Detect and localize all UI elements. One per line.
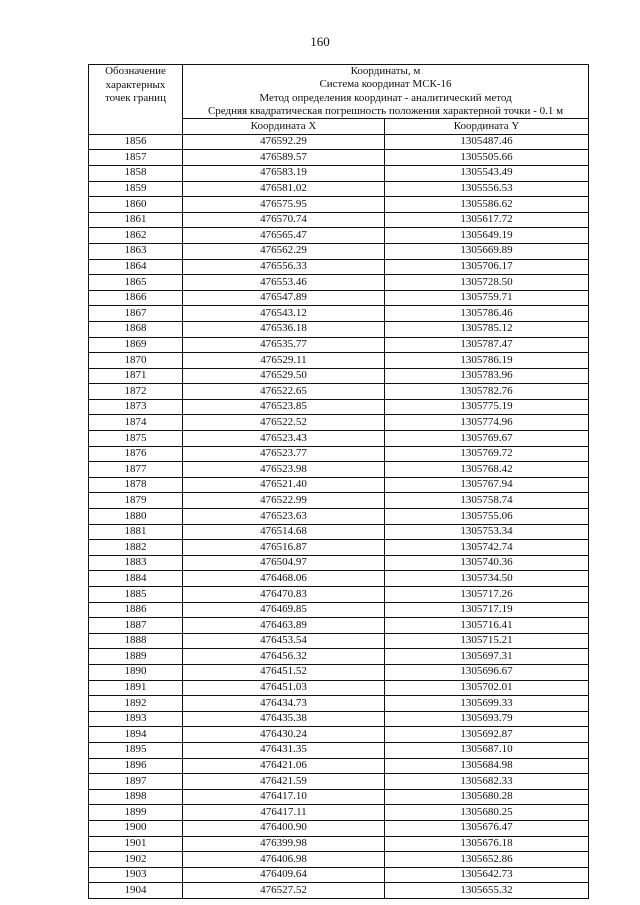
coordinate-y-cell: 1305680.28 (385, 789, 589, 805)
coordinate-x-cell: 476535.77 (183, 337, 385, 353)
coordinate-x-cell: 476430.24 (183, 727, 385, 743)
coordinate-y-cell: 1305753.34 (385, 524, 589, 540)
coordinate-x-cell: 476523.85 (183, 399, 385, 415)
coordinate-x-cell: 476406.98 (183, 852, 385, 868)
point-id-cell: 1873 (89, 399, 183, 415)
coordinate-y-cell: 1305769.72 (385, 446, 589, 462)
point-label-header (89, 65, 183, 135)
coordinate-y-cell: 1305767.94 (385, 477, 589, 493)
coordinate-y-cell: 1305782.76 (385, 384, 589, 400)
coordinate-x-cell: 476417.10 (183, 789, 385, 805)
coordinate-x-cell: 476470.83 (183, 587, 385, 603)
point-id-cell: 1868 (89, 321, 183, 337)
point-id-cell: 1866 (89, 290, 183, 306)
coordinate-y-cell: 1305742.74 (385, 540, 589, 556)
point-label-line: характерных (105, 78, 166, 91)
point-id-cell: 1883 (89, 555, 183, 571)
point-id-cell: 1872 (89, 384, 183, 400)
coordinate-y-cell: 1305755.06 (385, 509, 589, 525)
coordinate-y-cell: 1305682.33 (385, 774, 589, 790)
coordinate-y-cell: 1305676.18 (385, 836, 589, 852)
coordinate-y-cell: 1305786.46 (385, 306, 589, 322)
table-row (89, 696, 589, 712)
table-row (89, 758, 589, 774)
table-row (89, 181, 589, 197)
coordinate-x-cell: 476421.06 (183, 758, 385, 774)
coordinate-y-cell: 1305543.49 (385, 165, 589, 181)
table-row (89, 602, 589, 618)
point-label-line: точек границ (105, 92, 166, 105)
table-row (89, 633, 589, 649)
coordinate-y-cell: 1305680.25 (385, 805, 589, 821)
table-row (89, 384, 589, 400)
coordinate-x-cell: 476556.33 (183, 259, 385, 275)
coordinate-x-cell: 476399.98 (183, 836, 385, 852)
coordinate-x-cell: 476451.52 (183, 664, 385, 680)
point-id-cell: 1878 (89, 477, 183, 493)
table-row (89, 243, 589, 259)
coordinate-y-cell: 1305696.67 (385, 664, 589, 680)
coordinate-x-cell: 476521.40 (183, 477, 385, 493)
point-id-cell: 1888 (89, 633, 183, 649)
table-body (89, 134, 589, 898)
point-id-cell: 1899 (89, 805, 183, 821)
point-id-cell: 1885 (89, 587, 183, 603)
point-id-cell: 1875 (89, 431, 183, 447)
point-id-cell: 1879 (89, 493, 183, 509)
point-id-cell: 1867 (89, 306, 183, 322)
table-row (89, 524, 589, 540)
table-row (89, 789, 589, 805)
point-id-cell: 1880 (89, 509, 183, 525)
coordinate-x-cell: 476434.73 (183, 696, 385, 712)
coordinates-group-header (183, 65, 589, 119)
coordinate-x-cell: 476514.68 (183, 524, 385, 540)
point-id-cell: 1870 (89, 353, 183, 369)
coordinate-x-cell: 476581.02 (183, 181, 385, 197)
coordinate-y-cell: 1305693.79 (385, 711, 589, 727)
coordinate-y-cell: 1305728.50 (385, 275, 589, 291)
group-header-line: Средняя квадратическая погрешность положения характерной точки - 0.1 м (207, 104, 564, 117)
table-row (89, 664, 589, 680)
coordinate-y-cell: 1305687.10 (385, 742, 589, 758)
coordinate-y-cell: 1305775.19 (385, 399, 589, 415)
coordinate-y-cell: 1305706.17 (385, 259, 589, 275)
table-row (89, 399, 589, 415)
coordinate-y-cell: 1305758.74 (385, 493, 589, 509)
point-id-cell: 1881 (89, 524, 183, 540)
table-row (89, 150, 589, 166)
coordinate-x-cell: 476523.63 (183, 509, 385, 525)
point-id-cell: 1886 (89, 602, 183, 618)
coordinate-y-cell: 1305699.33 (385, 696, 589, 712)
coordinate-x-cell: 476400.90 (183, 820, 385, 836)
point-id-cell: 1861 (89, 212, 183, 228)
table-row (89, 462, 589, 478)
coordinate-y-cell: 1305786.19 (385, 353, 589, 369)
group-header-line: Метод определения координат - аналитический метод (259, 91, 512, 104)
table-row (89, 727, 589, 743)
table-row (89, 446, 589, 462)
coordinate-x-cell: 476469.85 (183, 602, 385, 618)
coordinate-y-cell: 1305676.47 (385, 820, 589, 836)
table-row (89, 493, 589, 509)
table-row (89, 275, 589, 291)
coordinate-x-cell: 476409.64 (183, 867, 385, 883)
coordinate-x-cell: 476583.19 (183, 165, 385, 181)
table-row (89, 805, 589, 821)
table-row (89, 134, 589, 150)
coordinate-x-cell: 476522.65 (183, 384, 385, 400)
point-id-cell: 1892 (89, 696, 183, 712)
page-number: 160 (310, 34, 330, 49)
coordinates-table (88, 64, 589, 899)
coordinate-y-cell: 1305505.66 (385, 150, 589, 166)
point-id-cell: 1902 (89, 852, 183, 868)
table-row (89, 711, 589, 727)
point-id-cell: 1863 (89, 243, 183, 259)
coordinate-y-cell: 1305717.26 (385, 587, 589, 603)
point-id-cell: 1896 (89, 758, 183, 774)
table-row (89, 867, 589, 883)
coordinate-y-cell: 1305655.32 (385, 883, 589, 899)
table-row (89, 368, 589, 384)
point-id-cell: 1857 (89, 150, 183, 166)
coordinate-y-cell: 1305586.62 (385, 197, 589, 213)
coordinate-x-cell: 476516.87 (183, 540, 385, 556)
coordinate-x-cell: 476522.99 (183, 493, 385, 509)
coordinate-x-cell: 476504.97 (183, 555, 385, 571)
coordinate-x-cell: 476527.52 (183, 883, 385, 899)
point-label-line: Обозначение (105, 65, 166, 77)
coordinate-x-cell: 476417.11 (183, 805, 385, 821)
coordinate-y-cell: 1305692.87 (385, 727, 589, 743)
coordinate-y-cell: 1305774.96 (385, 415, 589, 431)
coordinate-y-cell: 1305556.53 (385, 181, 589, 197)
coordinate-y-cell: 1305740.36 (385, 555, 589, 571)
point-id-cell: 1874 (89, 415, 183, 431)
group-header-line: Координаты, м (350, 65, 421, 77)
point-id-cell: 1877 (89, 462, 183, 478)
point-id-cell: 1890 (89, 664, 183, 680)
coordinate-y-cell: 1305716.41 (385, 618, 589, 634)
point-id-cell: 1884 (89, 571, 183, 587)
table-row (89, 431, 589, 447)
coordinate-x-cell: 476570.74 (183, 212, 385, 228)
table-row (89, 836, 589, 852)
point-id-cell: 1887 (89, 618, 183, 634)
coordinate-x-cell: 476553.46 (183, 275, 385, 291)
table-row (89, 540, 589, 556)
table-row (89, 618, 589, 634)
point-id-cell: 1871 (89, 368, 183, 384)
coordinate-y-cell: 1305617.72 (385, 212, 589, 228)
table-header (89, 65, 589, 135)
coordinate-y-cell: 1305642.73 (385, 867, 589, 883)
coordinate-y-cell: 1305717.19 (385, 602, 589, 618)
group-header-line: Система координат МСК-16 (319, 78, 452, 91)
point-id-cell: 1856 (89, 134, 183, 150)
table-row (89, 680, 589, 696)
coordinate-y-cell: 1305787.47 (385, 337, 589, 353)
table-row (89, 290, 589, 306)
coordinate-y-cell: 1305669.89 (385, 243, 589, 259)
coordinate-x-cell: 476589.57 (183, 150, 385, 166)
table-row (89, 774, 589, 790)
coordinate-x-cell: 476562.29 (183, 243, 385, 259)
coordinate-x-cell: 476453.54 (183, 633, 385, 649)
coordinate-x-cell: 476463.89 (183, 618, 385, 634)
coordinate-x-cell: 476523.77 (183, 446, 385, 462)
table-row (89, 259, 589, 275)
table-row (89, 883, 589, 899)
coordinate-y-cell: 1305652.86 (385, 852, 589, 868)
coordinate-y-cell: 1305734.50 (385, 571, 589, 587)
coordinate-x-cell: 476468.06 (183, 571, 385, 587)
table-row (89, 228, 589, 244)
coordinate-x-cell: 476451.03 (183, 680, 385, 696)
table-row (89, 742, 589, 758)
coordinate-x-cell: 476431.35 (183, 742, 385, 758)
point-id-cell: 1901 (89, 836, 183, 852)
column-header-y: Координата Y (385, 119, 589, 135)
coordinate-x-cell: 476543.12 (183, 306, 385, 322)
point-id-cell: 1903 (89, 867, 183, 883)
point-id-cell: 1904 (89, 883, 183, 899)
table-row (89, 649, 589, 665)
point-id-cell: 1882 (89, 540, 183, 556)
point-id-cell: 1894 (89, 727, 183, 743)
coordinate-x-cell: 476565.47 (183, 228, 385, 244)
point-id-cell: 1893 (89, 711, 183, 727)
coordinate-x-cell: 476421.59 (183, 774, 385, 790)
point-id-cell: 1897 (89, 774, 183, 790)
point-id-cell: 1858 (89, 165, 183, 181)
coordinate-y-cell: 1305785.12 (385, 321, 589, 337)
coordinate-x-cell: 476435.38 (183, 711, 385, 727)
table-row (89, 820, 589, 836)
coordinate-x-cell: 476575.95 (183, 197, 385, 213)
coordinate-y-cell: 1305487.46 (385, 134, 589, 150)
coordinate-y-cell: 1305783.96 (385, 368, 589, 384)
coordinate-y-cell: 1305697.31 (385, 649, 589, 665)
point-id-cell: 1876 (89, 446, 183, 462)
point-id-cell: 1891 (89, 680, 183, 696)
coordinate-x-cell: 476523.43 (183, 431, 385, 447)
coordinate-x-cell: 476523.98 (183, 462, 385, 478)
point-id-cell: 1889 (89, 649, 183, 665)
table-row (89, 321, 589, 337)
coordinate-x-cell: 476536.18 (183, 321, 385, 337)
table-row (89, 587, 589, 603)
coordinate-x-cell: 476522.52 (183, 415, 385, 431)
table-row (89, 852, 589, 868)
table-row (89, 571, 589, 587)
coordinate-y-cell: 1305769.67 (385, 431, 589, 447)
coordinate-x-cell: 476547.89 (183, 290, 385, 306)
table-row (89, 197, 589, 213)
coordinate-y-cell: 1305702.01 (385, 680, 589, 696)
coordinate-y-cell: 1305684.98 (385, 758, 589, 774)
coordinate-x-cell: 476529.11 (183, 353, 385, 369)
coordinate-y-cell: 1305759.71 (385, 290, 589, 306)
table-row (89, 212, 589, 228)
point-id-cell: 1898 (89, 789, 183, 805)
coordinate-x-cell: 476529.50 (183, 368, 385, 384)
point-id-cell: 1895 (89, 742, 183, 758)
point-id-cell: 1860 (89, 197, 183, 213)
point-id-cell: 1864 (89, 259, 183, 275)
column-header-x: Координата X (183, 119, 385, 135)
point-id-cell: 1859 (89, 181, 183, 197)
table-row (89, 477, 589, 493)
point-id-cell: 1900 (89, 820, 183, 836)
coordinate-x-cell: 476592.29 (183, 134, 385, 150)
coordinate-x-cell: 476456.32 (183, 649, 385, 665)
table-row (89, 165, 589, 181)
point-id-cell: 1869 (89, 337, 183, 353)
table-row (89, 353, 589, 369)
coordinate-y-cell: 1305768.42 (385, 462, 589, 478)
table-row (89, 415, 589, 431)
coordinate-y-cell: 1305715.21 (385, 633, 589, 649)
table-row (89, 306, 589, 322)
point-id-cell: 1862 (89, 228, 183, 244)
table-row (89, 555, 589, 571)
coordinate-y-cell: 1305649.19 (385, 228, 589, 244)
table-row (89, 337, 589, 353)
point-id-cell: 1865 (89, 275, 183, 291)
table-row (89, 509, 589, 525)
